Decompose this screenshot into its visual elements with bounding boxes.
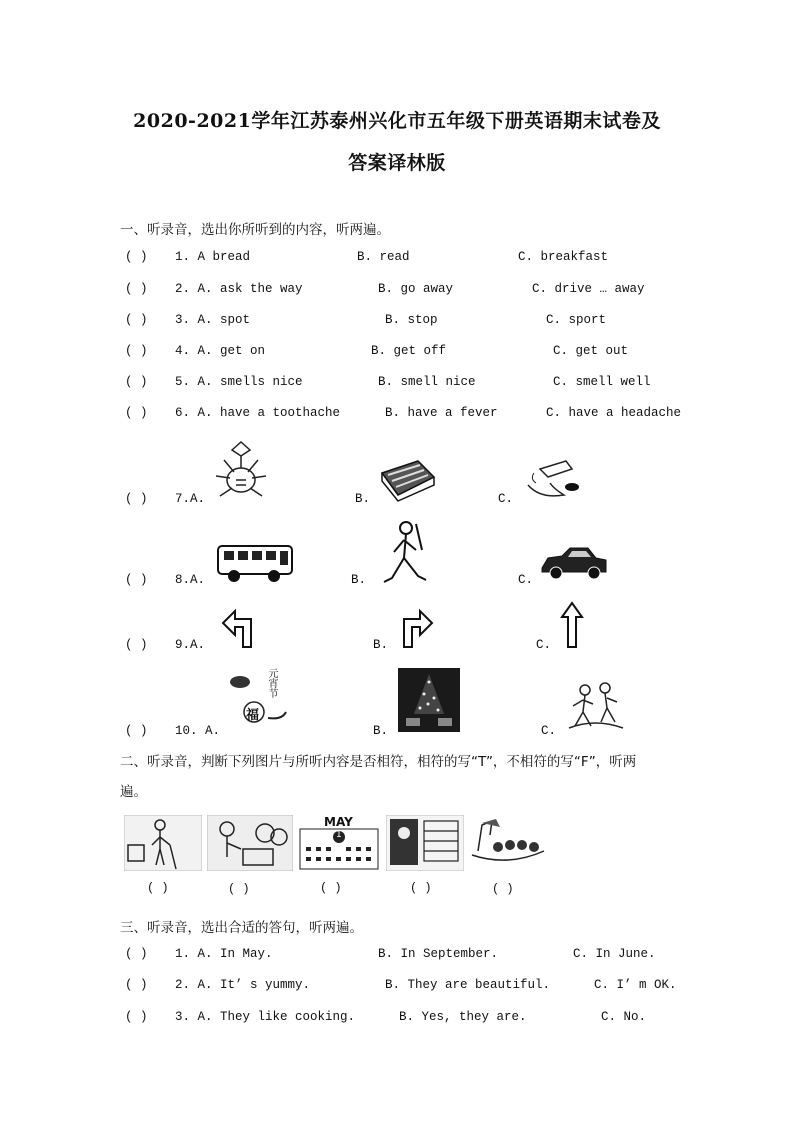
judge-picture-1[interactable] <box>124 815 202 871</box>
option-a: 7.A. <box>175 492 206 506</box>
option-a: 2. A. It’ s yummy. <box>175 978 311 992</box>
fu-character: 福 <box>246 708 260 723</box>
option-a: 2. A. ask the way <box>175 282 303 296</box>
answer-blank[interactable]: ( ) <box>125 344 148 358</box>
option-c: C. have a headache <box>546 406 682 420</box>
answer-blank[interactable]: ( ) <box>125 978 148 992</box>
option-a: 8.A. <box>175 573 206 587</box>
title-line-2: 答案译林版 <box>348 152 446 174</box>
answer-blank[interactable]: ( ) <box>125 1010 148 1024</box>
option-a: 9.A. <box>175 638 206 652</box>
section1-heading: 一、听录音，选出你所听到的内容，听两遍。 <box>120 222 390 238</box>
option-a: 1. A. In May. <box>175 947 273 961</box>
turn-left-arrow-icon[interactable] <box>215 603 261 649</box>
option-b: B. <box>373 724 389 738</box>
answer-blank[interactable]: ( ) <box>410 881 432 895</box>
answer-blank[interactable]: ( ) <box>125 313 148 327</box>
option-b: B. get off <box>371 344 447 358</box>
option-c: C. I’ m OK. <box>594 978 677 992</box>
answer-blank[interactable]: ( ) <box>228 882 250 896</box>
option-b: B. They are beautiful. <box>385 978 551 992</box>
food-plate-picture[interactable] <box>378 455 438 503</box>
answer-blank[interactable]: ( ) <box>125 573 148 587</box>
option-c: C. sport <box>546 313 607 327</box>
option-a: 4. A. get on <box>175 344 266 358</box>
section2-heading-line2: 遍。 <box>120 784 147 800</box>
judge-picture-4[interactable] <box>386 815 464 871</box>
answer-blank[interactable]: ( ) <box>125 947 148 961</box>
option-b: B. go away <box>378 282 454 296</box>
answer-blank[interactable]: ( ) <box>125 638 148 652</box>
option-a: 1. A bread <box>175 250 251 264</box>
option-c: C. <box>541 724 557 738</box>
lantern-festival-text: 元宵节 <box>266 668 277 698</box>
option-b: B. In September. <box>378 947 499 961</box>
holiday-family-picture[interactable] <box>565 678 625 732</box>
option-b: B. <box>355 492 371 506</box>
option-c: C. No. <box>601 1010 647 1024</box>
answer-blank[interactable]: ( ) <box>125 282 148 296</box>
answer-blank[interactable]: ( ) <box>320 881 342 895</box>
dragon-boat-picture[interactable] <box>468 815 548 871</box>
option-c: C. <box>536 638 552 652</box>
option-a: 6. A. have a toothache <box>175 406 341 420</box>
car-picture[interactable] <box>538 542 610 584</box>
option-b: B. <box>351 573 367 587</box>
answer-blank[interactable]: ( ) <box>125 375 148 389</box>
answer-blank[interactable]: ( ) <box>125 492 148 506</box>
answer-blank[interactable]: ( ) <box>147 881 169 895</box>
option-b: B. stop <box>385 313 438 327</box>
option-a: 5. A. smells nice <box>175 375 303 389</box>
christmas-tree-picture[interactable] <box>398 668 460 732</box>
title-line-1: 2020-2021学年江苏泰州兴化市五年级下册英语期末试卷及 <box>133 110 661 132</box>
option-c: C. <box>498 492 514 506</box>
option-c: C. In June. <box>573 947 656 961</box>
pouring-sauce-picture[interactable] <box>520 455 585 505</box>
option-c: C. smell well <box>553 375 651 389</box>
option-b: B. have a fever <box>385 406 498 420</box>
option-c: C. drive … away <box>532 282 645 296</box>
section2-heading-line1: 二、听录音，判断下列图片与所听内容是否相符，相符的写“T”，不相符的写“F”，听两 <box>120 754 637 770</box>
lantern-festival-picture[interactable] <box>226 660 294 736</box>
straight-arrow-icon[interactable] <box>560 601 584 649</box>
option-c: C. <box>518 573 534 587</box>
option-b: B. <box>373 638 389 652</box>
section3-heading: 三、听录音，选出合适的答句，听两遍。 <box>120 920 363 936</box>
option-c: C. get out <box>553 344 629 358</box>
turn-right-arrow-icon[interactable] <box>400 603 446 649</box>
answer-blank[interactable]: ( ) <box>125 406 148 420</box>
option-c: C. breakfast <box>518 250 609 264</box>
walking-person-picture[interactable] <box>370 520 434 588</box>
option-a: 3. A. spot <box>175 313 251 327</box>
calendar-day: 1 <box>336 830 342 840</box>
lobster-picture[interactable] <box>210 438 272 500</box>
bus-picture[interactable] <box>214 540 298 586</box>
answer-blank[interactable]: ( ) <box>125 724 148 738</box>
calendar-picture[interactable] <box>298 815 380 871</box>
option-b: B. Yes, they are. <box>399 1010 527 1024</box>
option-b: B. smell nice <box>378 375 476 389</box>
option-a: 3. A. They like cooking. <box>175 1010 356 1024</box>
answer-blank[interactable]: ( ) <box>492 882 514 896</box>
option-b: B. read <box>357 250 410 264</box>
option-a: 10. A. <box>175 724 221 738</box>
answer-blank[interactable]: ( ) <box>125 250 148 264</box>
calendar-month: MAY <box>324 815 353 829</box>
judge-picture-2[interactable] <box>207 815 293 871</box>
